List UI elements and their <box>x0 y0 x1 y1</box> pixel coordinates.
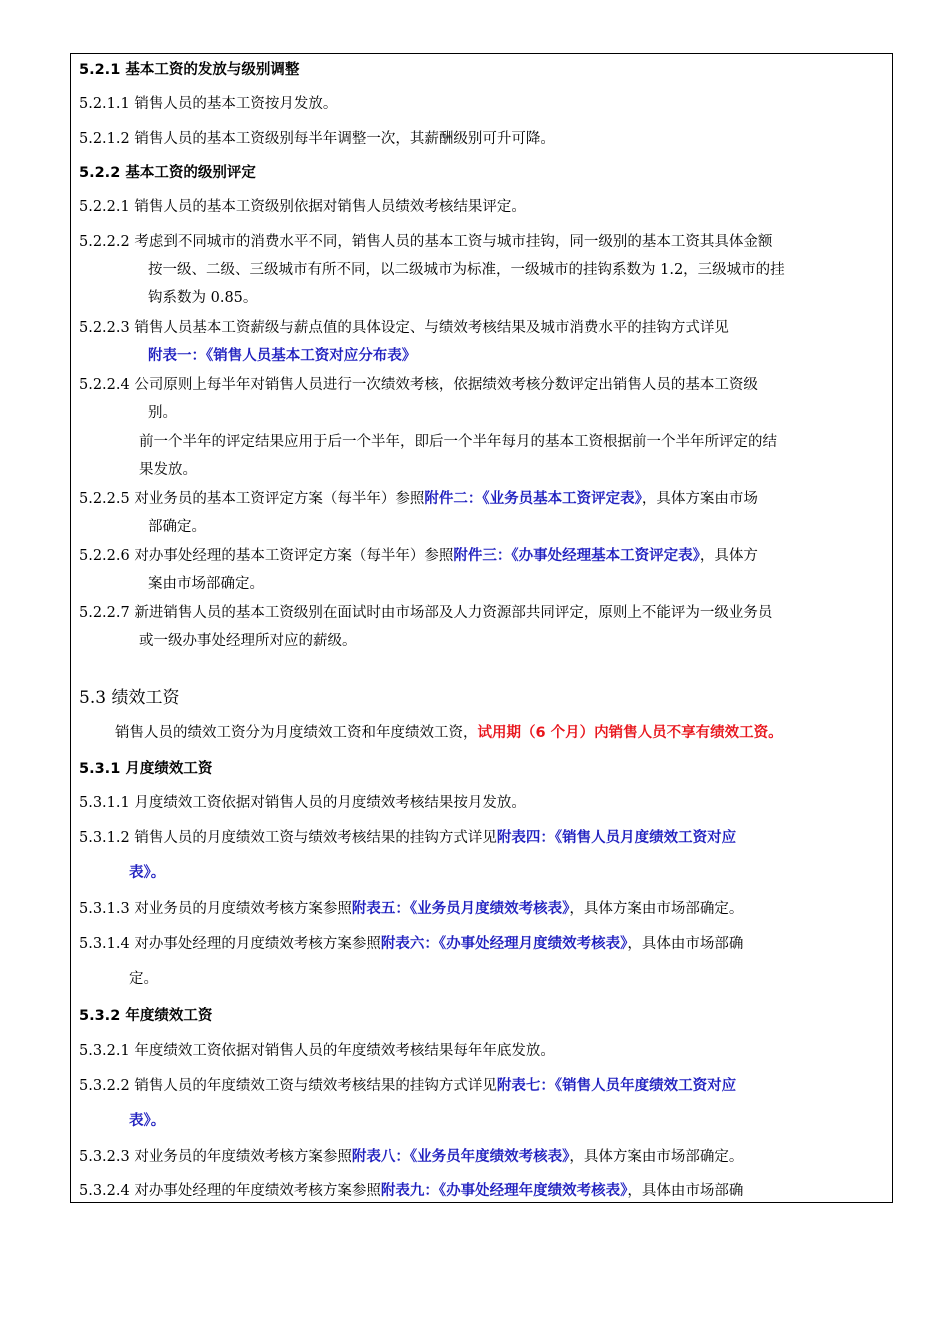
para-5-3-2-3-text: 5.3.2.3 对业务员的年度绩效考核方案参照 <box>79 1149 352 1165</box>
para-5-2-2-5-tail: ，具体方案由市场 <box>641 491 758 507</box>
para-5-2-2-4-line1: 5.2.2.4 公司原则上每半年对销售人员进行一次绩效考核，依据绩效考核分数评定出销售人员的基本工资级 <box>79 377 758 393</box>
para-5-2-2-5-text: 5.2.2.5 对业务员的基本工资评定方案（每半年）参照 <box>79 491 425 507</box>
link-appendix-4-cont[interactable]: 表》。 <box>129 865 166 881</box>
para-5-2-2-1: 5.2.2.1 销售人员的基本工资级别依据对销售人员绩效考核结果评定。 <box>79 199 526 215</box>
heading-5-2-2: 5.2.2 基本工资的级别评定 <box>79 165 256 181</box>
link-appendix-1[interactable]: 附表一：《销售人员基本工资对应分布表》 <box>148 348 417 364</box>
para-5-3-intro <box>115 723 783 743</box>
para-5-3-2-4-text: 5.3.2.4 对办事处经理的年度绩效考核方案参照 <box>79 1183 381 1199</box>
heading-5-3-1: 5.3.1 月度绩效工资 <box>79 761 213 777</box>
link-appendix-7-cont[interactable]: 表》。 <box>129 1113 166 1129</box>
para-5-3-intro-text: 销售人员的绩效工资分为月度绩效工资和年度绩效工资， <box>115 725 478 741</box>
para-5-2-2-3-line1: 5.2.2.3 销售人员基本工资薪级与薪点值的具体设定、与绩效考核结果及城市消费水平的挂钩方式详见 <box>79 320 729 336</box>
link-appendix-8[interactable]: 附表八：《业务员年度绩效考核表》 <box>351 1149 570 1165</box>
para-5-2-2-2-line2: 按一级、二级、三级城市有所不同，以二级城市为标准，一级城市的挂钩系数为 1.2，三级城市的挂 <box>148 262 785 278</box>
probation-alert-text: 试用期（6 个月）内销售人员不享有绩效工资。 <box>477 725 783 741</box>
para-5-2-2-5-line2: 部确定。 <box>148 519 206 535</box>
para-5-3-2-3-tail: ，具体方案由市场部确定。 <box>569 1149 744 1165</box>
link-attachment-2[interactable]: 附件二：《业务员基本工资评定表》 <box>424 491 642 507</box>
link-attachment-3[interactable]: 附件三：《办事处经理基本工资评定表》 <box>453 548 700 564</box>
para-5-2-2-6-line1 <box>79 546 758 566</box>
para-5-3-1-4-line2: 定。 <box>129 971 158 987</box>
link-appendix-6[interactable]: 附表六：《办事处经理月度绩效考核表》 <box>380 936 628 952</box>
para-5-3-2-4-tail: ，具体由市场部确 <box>627 1183 744 1199</box>
para-5-2-1-2: 5.2.1.2 销售人员的基本工资级别每半年调整一次，其薪酬级别可升可降。 <box>79 131 555 147</box>
para-5-3-2-1: 5.3.2.1 年度绩效工资依据对销售人员的年度绩效考核结果每年年底发放。 <box>79 1043 555 1059</box>
para-5-3-1-2-text: 5.3.1.2 销售人员的月度绩效工资与绩效考核结果的挂钩方式详见 <box>79 830 497 846</box>
para-5-2-1-1: 5.2.1.1 销售人员的基本工资按月发放。 <box>79 96 338 112</box>
para-5-2-2-7-line1: 5.2.2.7 新进销售人员的基本工资级别在面试时由市场部及人力资源部共同评定，原则上不能评为一级业务员 <box>79 605 773 621</box>
heading-5-3: 5.3 绩效工资 <box>79 688 180 708</box>
para-5-2-2-5-line1 <box>79 489 758 509</box>
para-5-3-1-3-tail: ，具体方案由市场部确定。 <box>569 901 744 917</box>
para-5-3-1-4-tail: ，具体由市场部确 <box>627 936 744 952</box>
link-appendix-7[interactable]: 附表七：《销售人员年度绩效工资对应 <box>496 1078 737 1094</box>
para-5-2-2-2-line1: 5.2.2.2 考虑到不同城市的消费水平不同，销售人员的基本工资与城市挂钩，同一级别的基本工资其具体金额 <box>79 234 773 250</box>
para-5-2-2-2-line3: 钩系数为 0.85。 <box>148 290 258 306</box>
para-5-2-2-7-line2: 或一级办事处经理所对应的薪级。 <box>139 633 357 649</box>
para-5-2-2-6-line2: 案由市场部确定。 <box>148 576 264 592</box>
para-5-3-1-1: 5.3.1.1 月度绩效工资依据对销售人员的月度绩效考核结果按月发放。 <box>79 795 526 811</box>
para-5-3-2-4-line1 <box>79 1181 743 1201</box>
para-5-2-2-6-text: 5.2.2.6 对办事处经理的基本工资评定方案（每半年）参照 <box>79 548 454 564</box>
link-appendix-4[interactable]: 附表四：《销售人员月度绩效工资对应 <box>496 830 737 846</box>
para-5-3-2-2-line1 <box>79 1076 736 1096</box>
para-5-3-1-2-line1 <box>79 828 736 848</box>
para-5-3-2-3 <box>79 1147 743 1167</box>
para-5-3-1-3-text: 5.3.1.3 对业务员的月度绩效考核方案参照 <box>79 901 352 917</box>
para-5-3-2-2-text: 5.3.2.2 销售人员的年度绩效工资与绩效考核结果的挂钩方式详见 <box>79 1078 497 1094</box>
heading-5-2-1: 5.2.1 基本工资的发放与级别调整 <box>79 62 300 78</box>
heading-5-3-2: 5.3.2 年度绩效工资 <box>79 1008 213 1024</box>
link-appendix-9[interactable]: 附表九：《办事处经理年度绩效考核表》 <box>380 1183 628 1199</box>
document-frame <box>70 53 893 1203</box>
para-5-3-1-4-text: 5.3.1.4 对办事处经理的月度绩效考核方案参照 <box>79 936 381 952</box>
para-5-2-2-6-tail: ，具体方 <box>699 548 758 564</box>
para-5-2-2-4-line4: 果发放。 <box>139 462 197 478</box>
para-5-2-2-4-line2: 别。 <box>148 405 177 421</box>
para-5-3-1-3 <box>79 899 743 919</box>
para-5-3-1-4-line1 <box>79 934 743 954</box>
para-5-2-2-4-line3: 前一个半年的评定结果应用于后一个半年，即后一个半年每月的基本工资根据前一个半年所评定的结 <box>139 434 777 450</box>
link-appendix-5[interactable]: 附表五：《业务员月度绩效考核表》 <box>351 901 570 917</box>
